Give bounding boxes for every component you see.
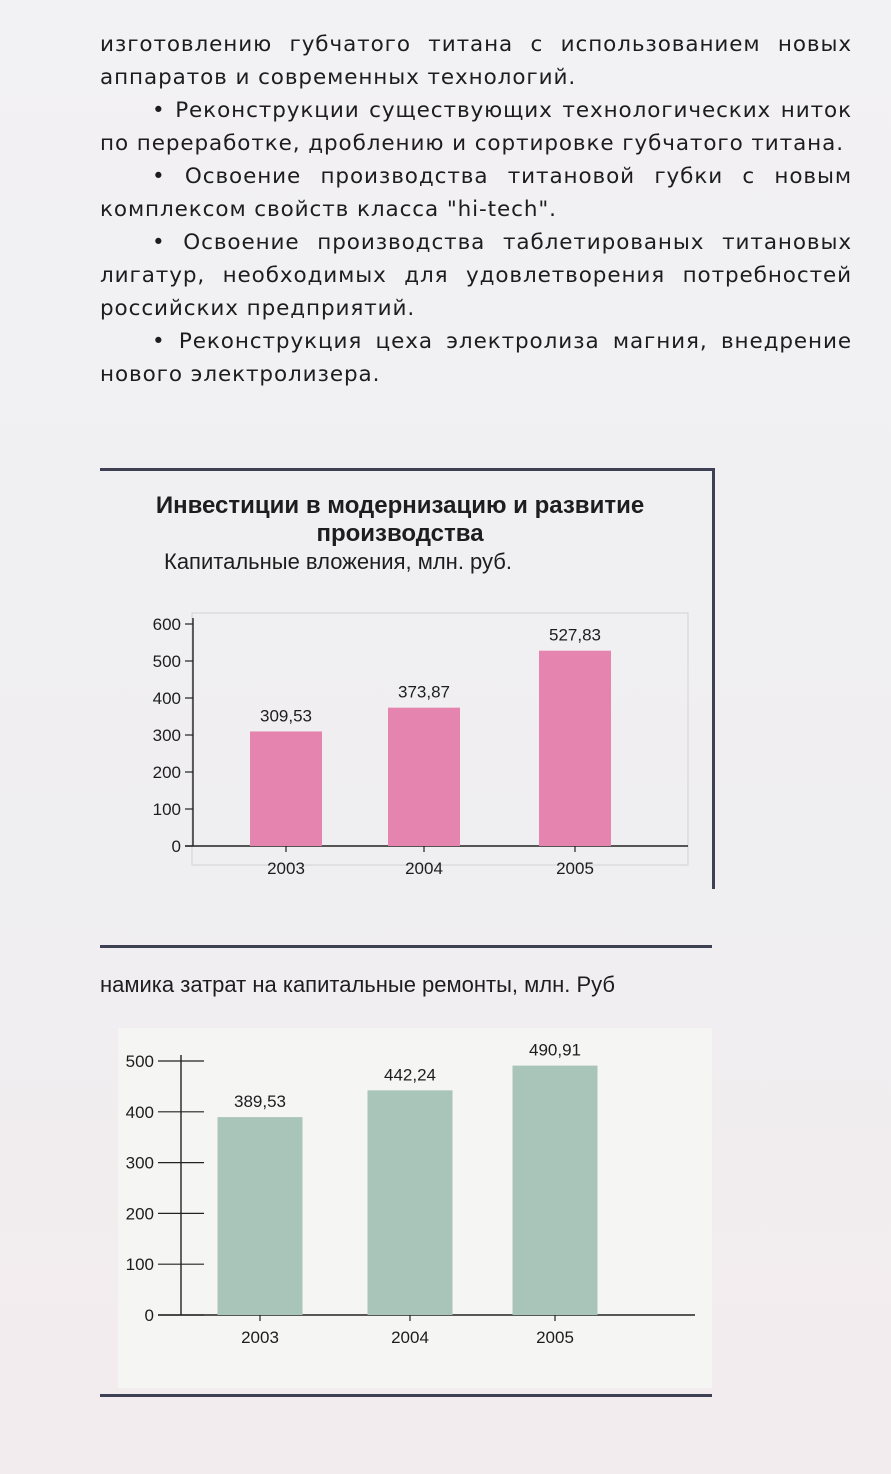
- bar-2003: [218, 1117, 303, 1315]
- data-label: 442,24: [384, 1065, 436, 1085]
- chart-subtitle: намика затрат на капитальные ремонты, млн. Руб: [100, 972, 616, 997]
- x-tick-label: 2005: [556, 859, 594, 878]
- x-tick-label: 2003: [241, 1328, 279, 1347]
- bullet-magnesium-electrolysis: • Реконструкция цеха электролиза магния, внедрение нового электролизера.: [100, 329, 852, 387]
- y-tick-label: 200: [152, 763, 181, 782]
- bar-2003: [250, 731, 322, 846]
- bar-chart-repair-costs: [100, 948, 712, 1394]
- data-label: 527,83: [549, 625, 601, 645]
- bullet-ligatures: • Освоение производства таблетированых титановых лигатур, необходимых для удовлетворения потребностей российских предприятий.: [100, 230, 852, 321]
- y-tick-label: 400: [125, 1102, 154, 1122]
- y-tick-label: 0: [144, 1306, 154, 1325]
- y-tick-label: 600: [152, 615, 181, 634]
- bullet-reconstruction-lines: • Реконструкции существующих технологических ниток по переработке, дроблению и сортировке губчатого титана.: [100, 98, 852, 156]
- bar-chart-capital-investment: [100, 471, 712, 889]
- y-tick-label: 400: [152, 689, 181, 708]
- chart-capital-investment: [100, 468, 715, 889]
- bullet-hi-tech-sponge: • Освоение производства титановой губки с новым комплексом свойств класса "hi-tech".: [100, 164, 852, 222]
- bar-2005: [513, 1066, 598, 1315]
- chart-title: Инвестиции в модернизацию и развитие производства: [155, 492, 645, 547]
- x-tick-label: 2004: [391, 1328, 429, 1347]
- y-tick-label: 200: [125, 1204, 154, 1224]
- chart-repair-costs: [100, 945, 712, 1397]
- x-tick-label: 2005: [536, 1328, 574, 1347]
- y-tick-label: 100: [125, 1255, 154, 1275]
- chart-subtitle: Капитальные вложения, млн. руб.: [164, 549, 512, 574]
- y-tick-label: 300: [152, 726, 181, 745]
- paragraph-continuation: изготовлению губчатого титана с использованием новых аппаратов и современных технологий.: [100, 32, 852, 90]
- data-label: 490,91: [529, 1040, 581, 1060]
- data-label: 373,87: [398, 682, 450, 702]
- y-tick-label: 0: [171, 837, 181, 856]
- y-tick-label: 100: [152, 800, 181, 819]
- body-text: [100, 28, 852, 391]
- data-label: 309,53: [260, 706, 312, 726]
- x-tick-label: 2004: [405, 859, 443, 878]
- y-tick-label: 500: [125, 1052, 154, 1071]
- bar-2005: [539, 651, 611, 846]
- x-tick-label: 2003: [267, 859, 305, 878]
- y-tick-label: 300: [125, 1153, 154, 1173]
- bar-2004: [368, 1090, 453, 1315]
- bar-2004: [388, 708, 460, 846]
- data-label: 389,53: [234, 1092, 286, 1112]
- y-tick-label: 500: [152, 652, 181, 671]
